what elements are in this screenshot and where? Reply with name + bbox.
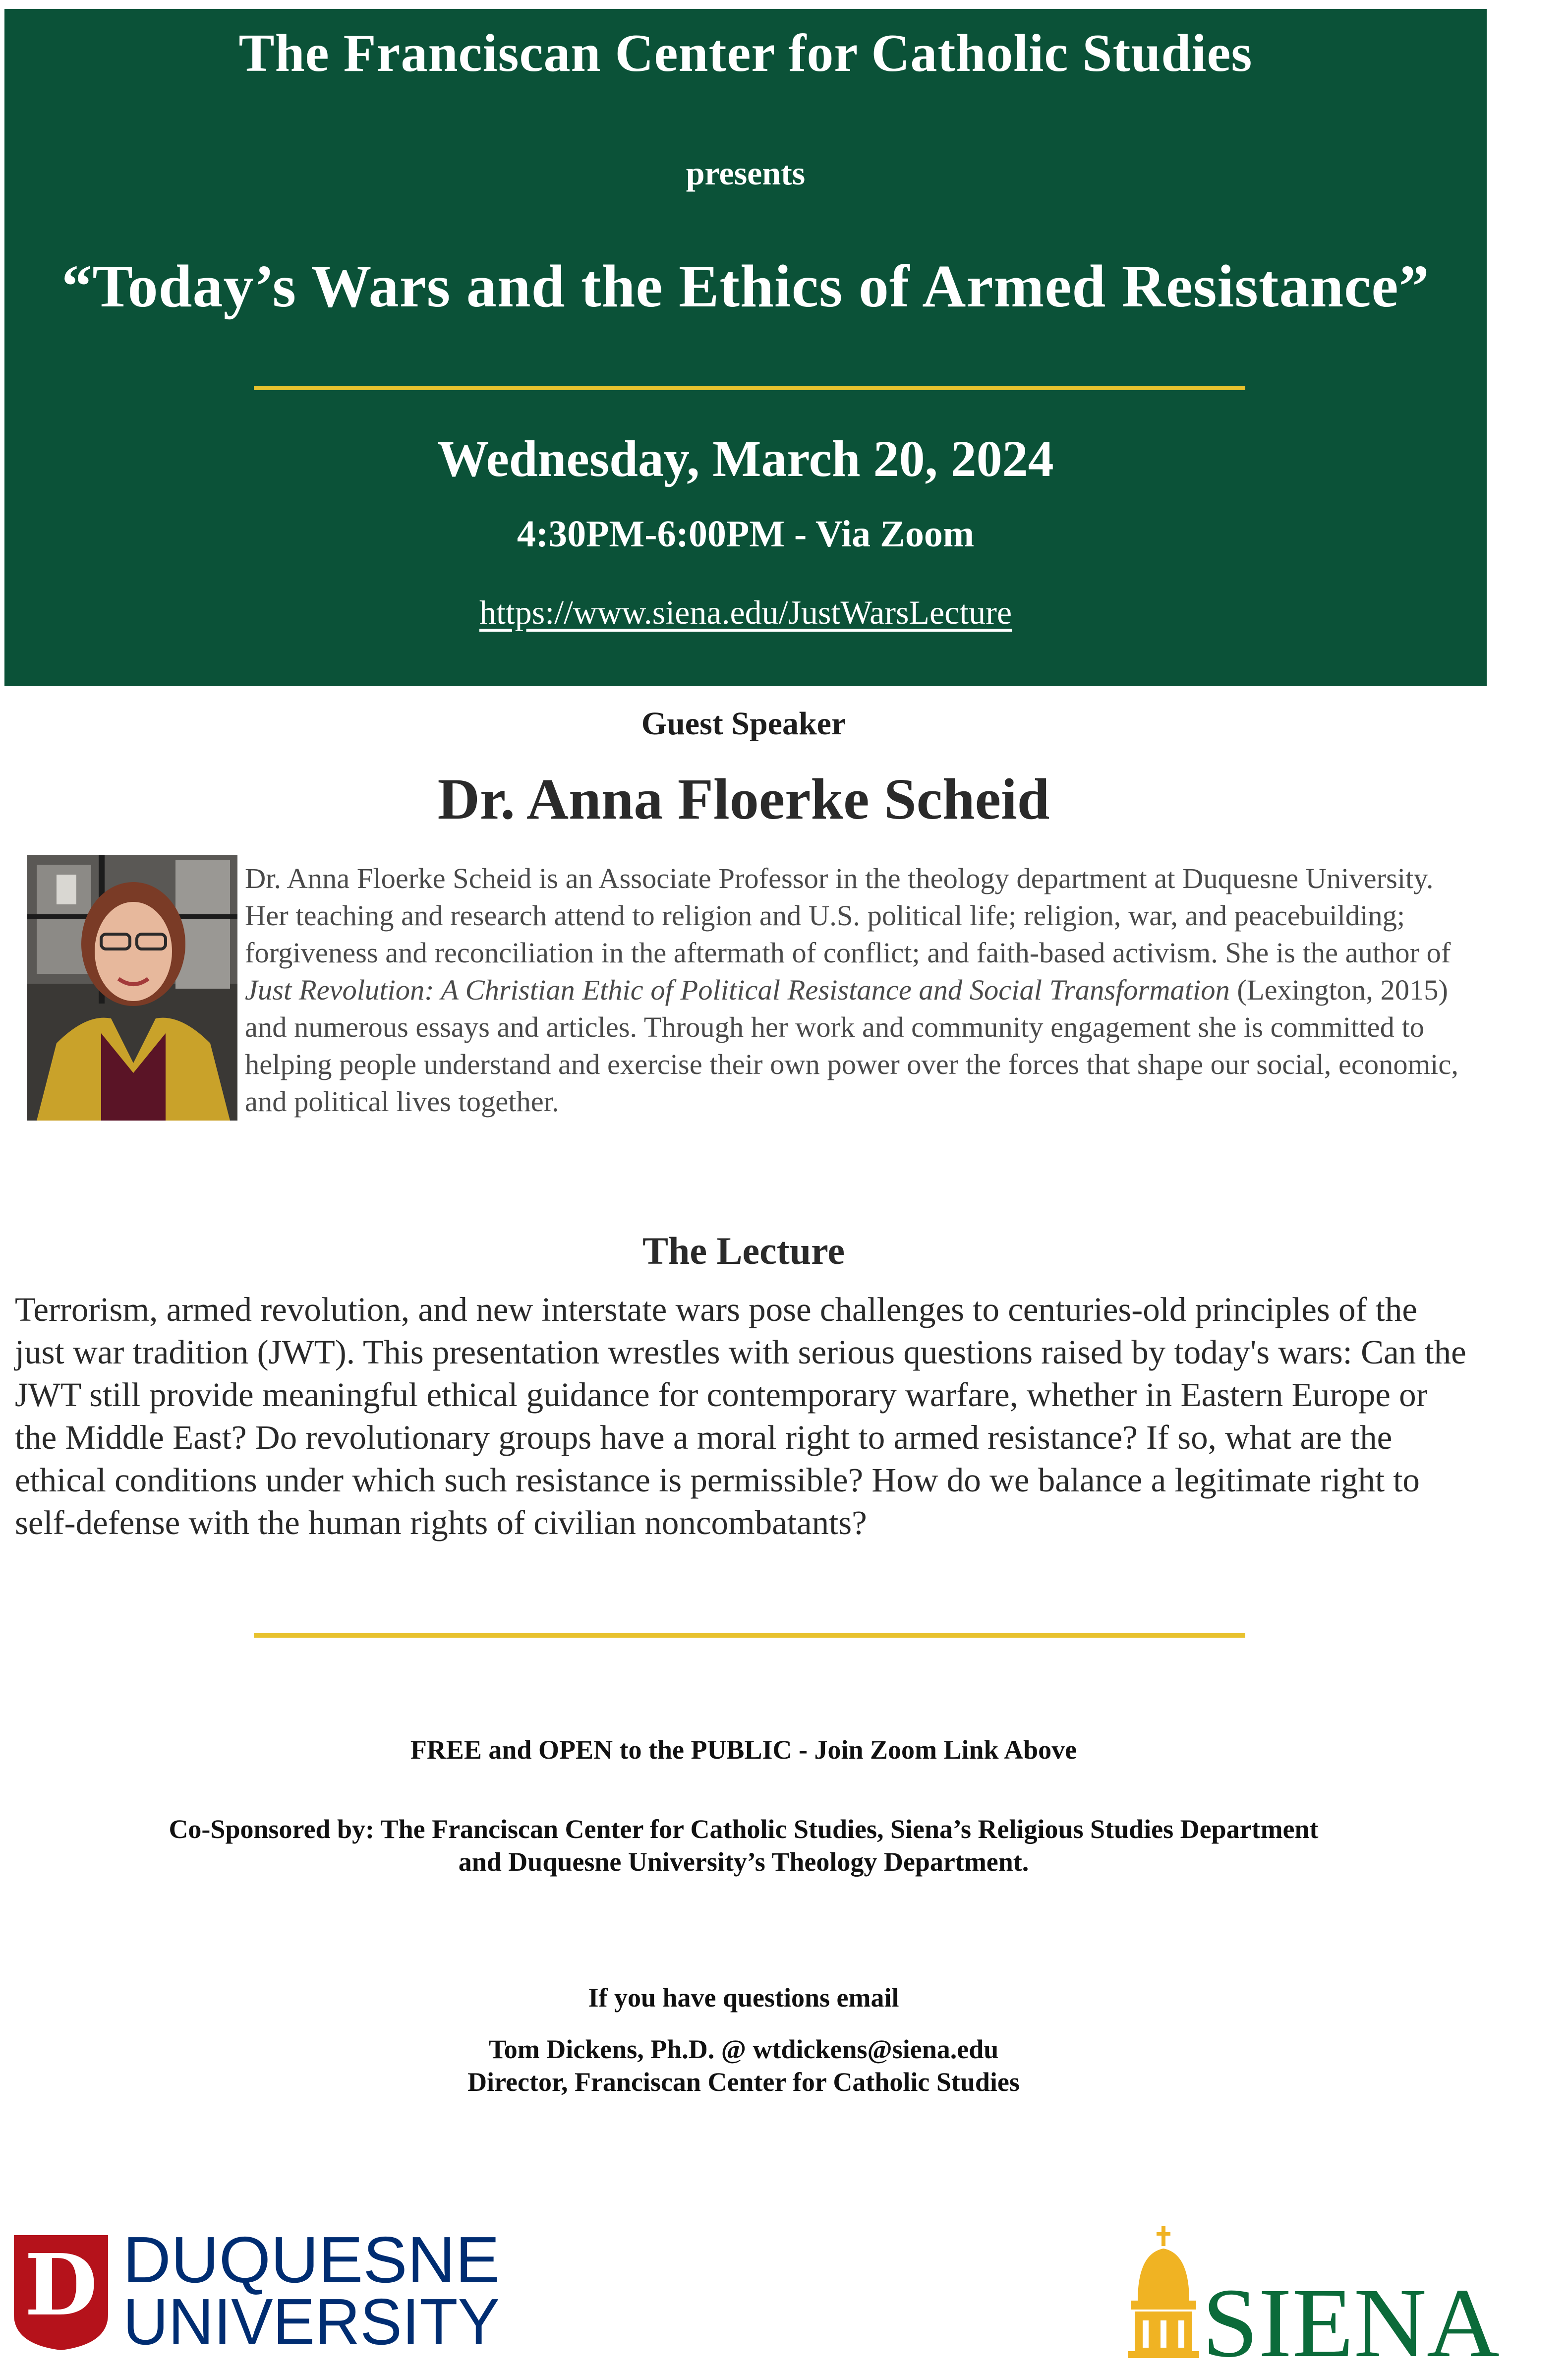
speaker-photo [27,855,237,1121]
lecture-title: “Today’s Wars and the Ethics of Armed Resistance” [61,253,1430,320]
svg-text:D: D [24,2236,98,2335]
top-divider [254,386,1245,390]
contact-info [0,2033,1487,2098]
event-banner [4,9,1487,686]
cosponsor-line-2: and Duquesne University’s Theology Department. [458,1847,1029,1877]
duquesne-wordmark-bottom: UNIVERSITY [123,2285,500,2354]
zoom-link[interactable]: https://www.siena.edu/JustWarsLecture [479,593,1012,631]
bottom-divider [254,1633,1245,1638]
bio-text-before: Dr. Anna Floerke Scheid is an Associate Professor in the theology department at Duquesne University. Her teaching and research attend to religion and U.S. political life; religion, war, and peacebuilding; forgiveness and reconciliation in the aftermath of conflict; and faith-based activism. She is the author of [245,862,1451,969]
event-time: 4:30PM-6:00PM - Via Zoom [517,513,975,555]
free-admission-note: FREE and OPEN to the PUBLIC - Join Zoom Link Above [410,1735,1077,1765]
cosponsor-line-1: Co-Sponsored by: The Franciscan Center for Catholic Studies, Siena’s Religious Studies Department [169,1814,1319,1844]
duquesne-logo [9,2220,505,2354]
duquesne-wordmark-top: DUQUESNE [123,2223,500,2296]
presents-text: presents [686,154,806,192]
siena-wordmark: SIENA [1202,2268,1500,2360]
book-title: Just Revolution: A Christian Ethic of Political Resistance and Social Transformation [245,974,1230,1006]
contact-line-2: Director, Franciscan Center for Catholic Studies [467,2067,1020,2097]
lecture-description [15,1288,1472,1544]
cosponsors [0,1813,1487,1878]
lecture-heading: The Lecture [642,1229,845,1272]
lecture-body: Terrorism, armed revolution, and new interstate wars pose challenges to centuries-old principles of the just war tradition (JWT). This presentation wrestles with serious questions raised by today's wars: Can the JWT still provide meaningful ethical guidance for contemporary warfare, whether in Eastern Europe or the Middle East? Do revolutionary groups have a moral right to armed resistance? If so, what are the ethical conditions under which such resistance is permissible? How do we balance a legitimate right to self-defense with the human rights of civilian noncombatants? [15,1291,1466,1541]
guest-speaker-label: Guest Speaker [641,706,846,742]
organization-name: The Franciscan Center for Catholic Studies [238,24,1253,83]
bio-text-after: (Lexington, 2015) and numerous essays and articles. Through her work and community engagement she is committed to helping people understand and exercise their own power over the forces that shape our social, economic, and political lives together. [245,974,1459,1118]
questions-prompt: If you have questions email [588,1983,899,2013]
siena-dome-icon [1128,2226,1199,2358]
speaker-name: Dr. Anna Floerke Scheid [437,767,1050,831]
event-date: Wednesday, March 20, 2024 [437,430,1054,487]
contact-line-1: Tom Dickens, Ph.D. @ wtdickens@siena.edu [488,2034,999,2064]
speaker-bio [245,860,1469,1120]
siena-logo [1118,2226,1505,2360]
